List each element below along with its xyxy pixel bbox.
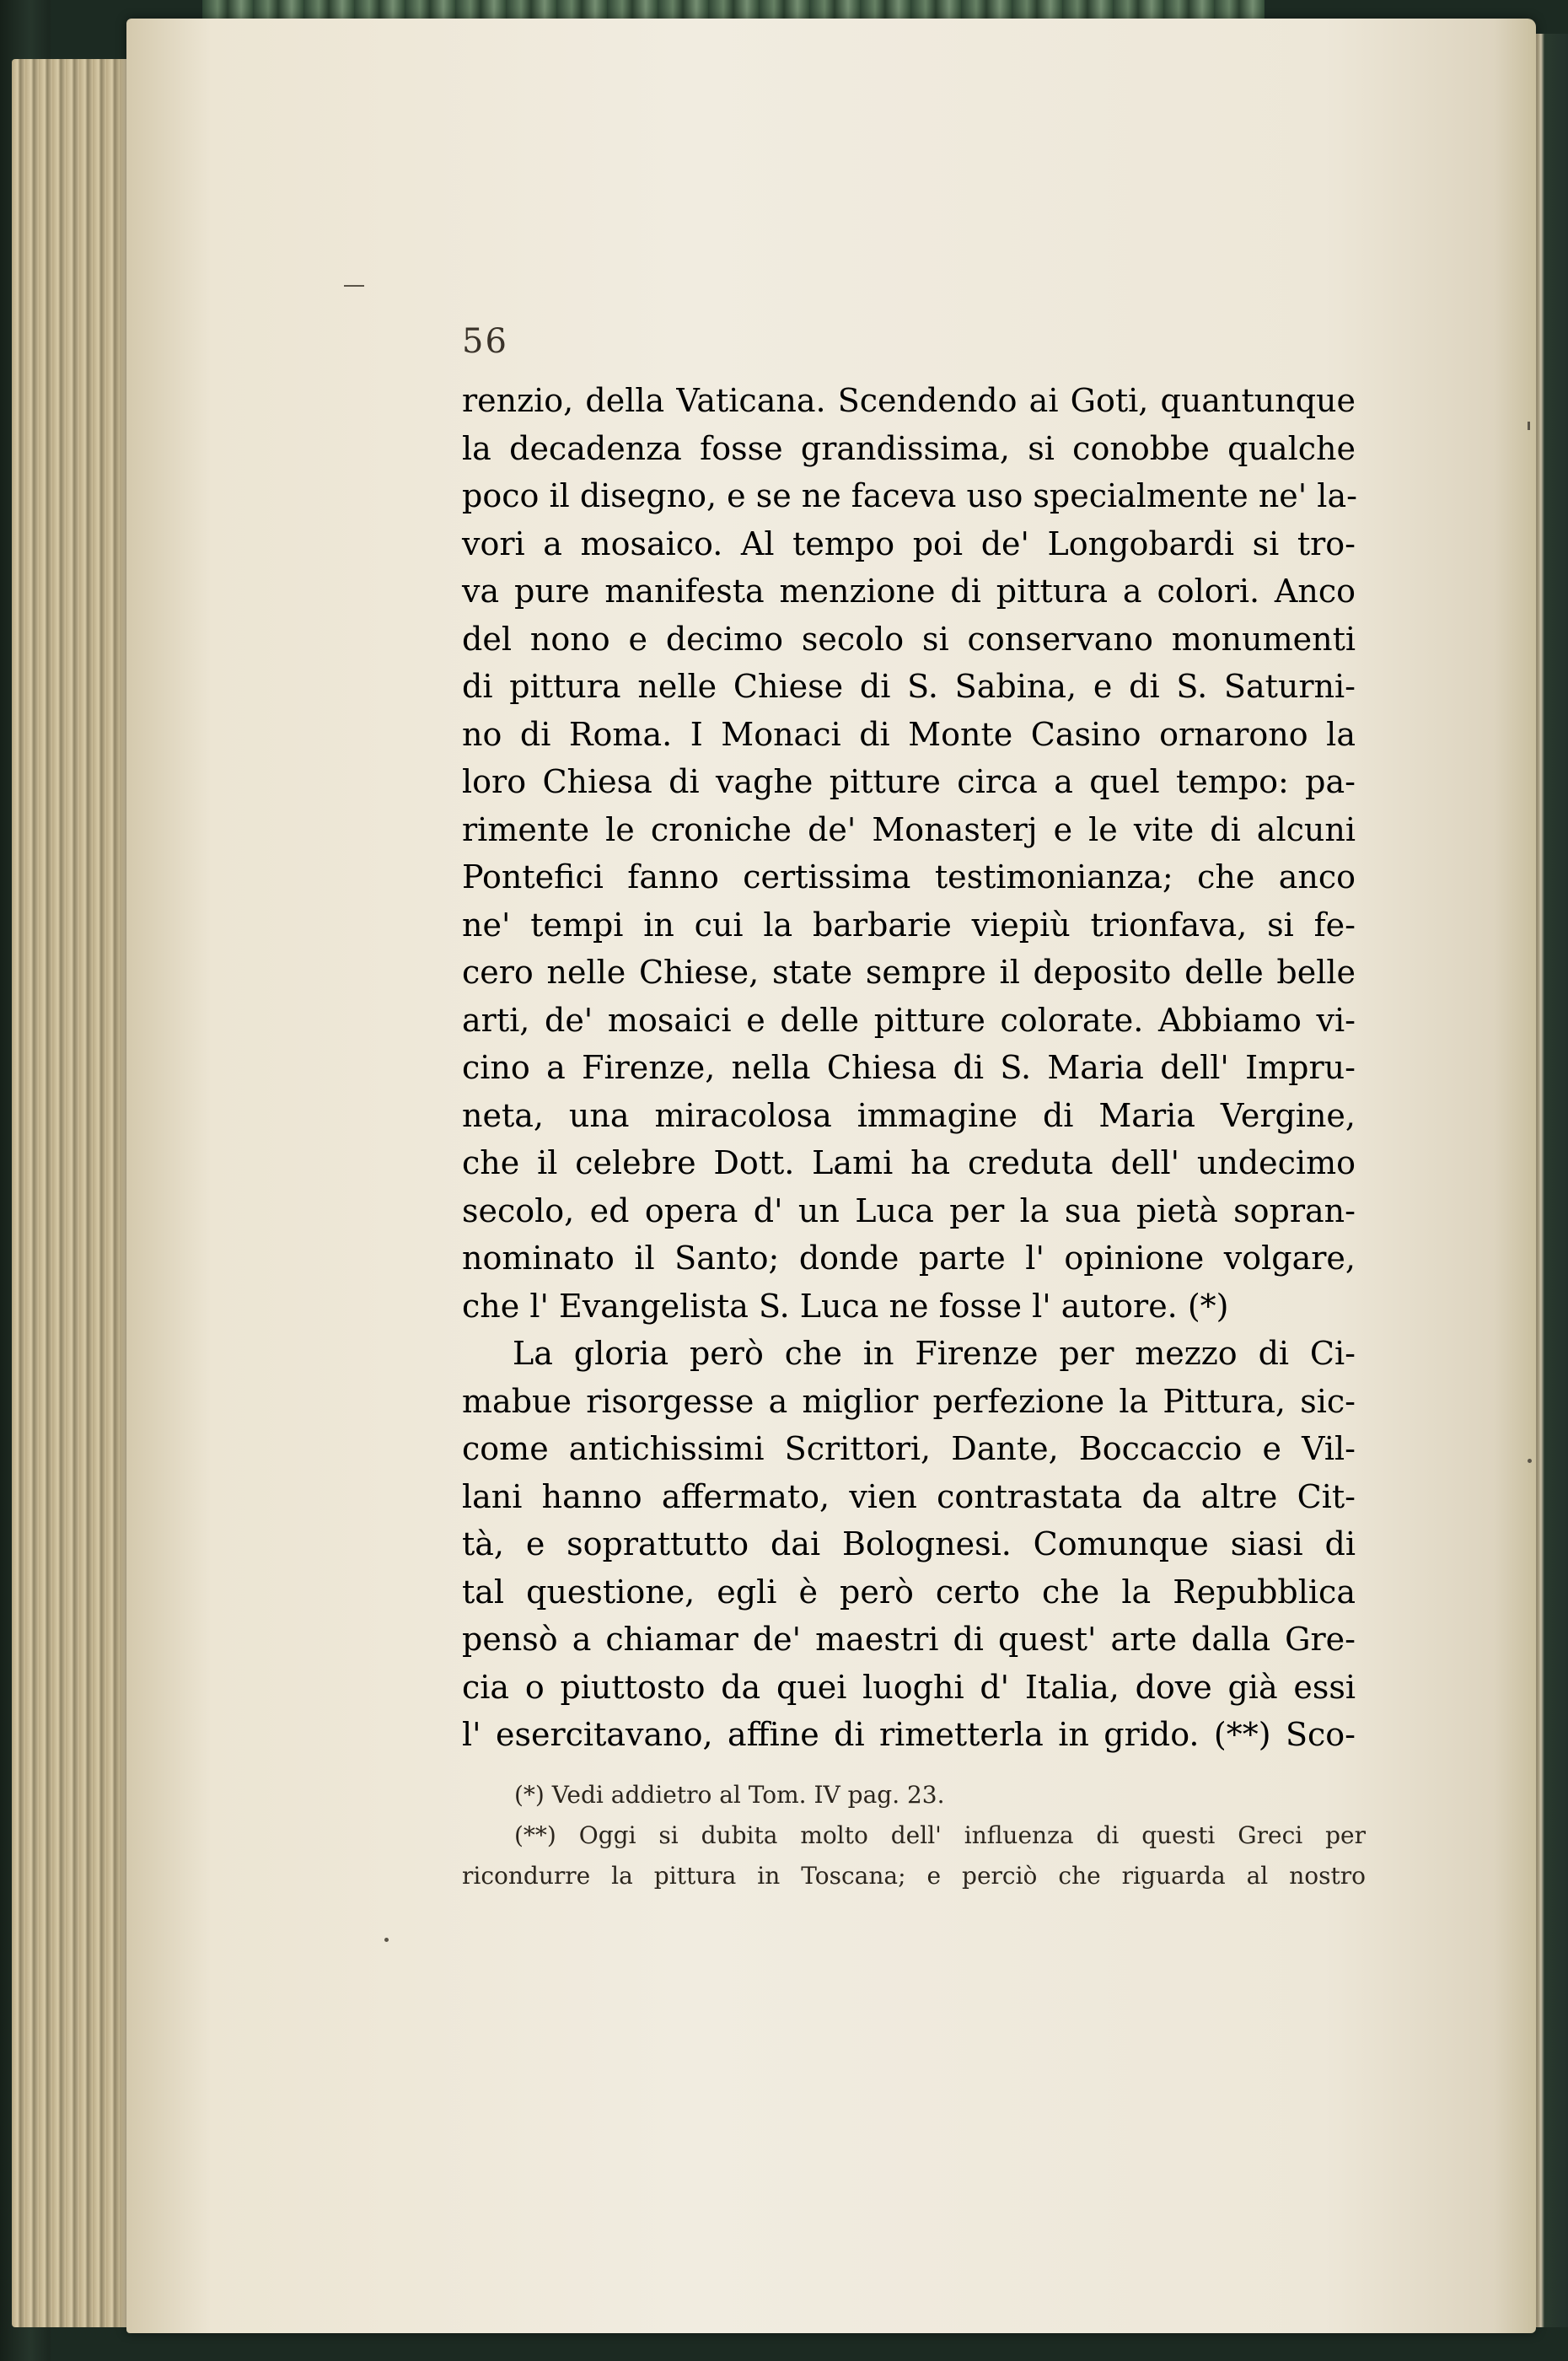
text-line: no di Roma. I Monaci di Monte Casino ornarono la xyxy=(462,715,1356,753)
margin-mark xyxy=(384,1938,389,1942)
text-line: tà, e soprattutto dai Bolognesi. Comunque siasi di xyxy=(462,1525,1356,1562)
text-line: di pittura nelle Chiese di S. Sabina, e di S. Saturni- xyxy=(462,668,1356,705)
text-line: Pontefici fanno certissima testimonianza; che anco xyxy=(462,858,1356,895)
text-line: ne' tempi in cui la barbarie viepiù trionfava, si fe- xyxy=(462,906,1356,944)
text-line: va pure manifesta menzione di pittura a colori. Anco xyxy=(462,573,1356,610)
text-line: arti, de' mosaici e delle pitture colorate. Abbiamo vi- xyxy=(462,1001,1356,1039)
text-line: vori a mosaico. Al tempo poi de' Longobardi si tro- xyxy=(462,524,1356,562)
margin-mark xyxy=(344,285,364,287)
text-line: l' esercitavano, affine di rimetterla in grido. (**) Sco- xyxy=(462,1716,1356,1753)
text-line: tal questione, egli è però certo che la Repubblica xyxy=(462,1573,1356,1611)
text-line: nominato il Santo; donde parte l' opinione volgare, xyxy=(462,1240,1356,1277)
page-stack-left xyxy=(12,59,130,2327)
text-line: cino a Firenze, nella Chiesa di S. Maria dell' Impru- xyxy=(462,1049,1356,1086)
text-line: mabue risorgesse a miglior perfezione la Pittura, sic- xyxy=(462,1382,1356,1420)
text-line: renzio, della Vaticana. Scendendo ai Goti, quantunque xyxy=(462,382,1356,419)
text-line: rimente le croniche de' Monasterj e le vite di alcuni xyxy=(462,810,1356,848)
body-text xyxy=(462,377,1356,1759)
footnote: ricondurre la pittura in Toscana; e perciò che riguarda al nostro xyxy=(462,1862,1366,1890)
text-line: pensò a chiamar de' maestri di quest' arte dalla Gre- xyxy=(462,1621,1356,1658)
footnotes xyxy=(462,1775,1366,1896)
text-line: come antichissimi Scrittori, Dante, Boccaccio e Vil- xyxy=(462,1430,1356,1467)
page-number: 56 xyxy=(462,322,508,361)
text-line: cia o piuttosto da quei luoghi d' Italia, dove già essi xyxy=(462,1668,1356,1706)
text-line: del nono e decimo secolo si conservano monumenti xyxy=(462,620,1356,658)
text-line: che il celebre Dott. Lami ha creduta dell' undecimo xyxy=(462,1144,1356,1181)
text-line: loro Chiesa di vaghe pitture circa a quel tempo: pa- xyxy=(462,763,1356,800)
text-line: lani hanno affermato, vien contrastata da altre Cit- xyxy=(462,1477,1356,1515)
text-line: che l' Evangelista S. Luca ne fosse l' autore. (*) xyxy=(462,1287,1229,1325)
text-line: secolo, ed opera d' un Luca per la sua pietà sopran- xyxy=(462,1191,1356,1229)
margin-mark xyxy=(1528,422,1530,430)
footnote: (*) Vedi addietro al Tom. IV pag. 23. xyxy=(514,1781,945,1809)
text-line: poco il disegno, e se ne faceva uso specialmente ne' la- xyxy=(462,477,1357,514)
page-stack-right xyxy=(1533,34,1568,2327)
text-line: cero nelle Chiese, state sempre il deposito delle belle xyxy=(462,954,1356,991)
footnote: (**) Oggi si dubita molto dell' influenza di questi Greci per xyxy=(514,1821,1366,1849)
margin-mark xyxy=(1528,1459,1532,1463)
text-line: la decadenza fosse grandissima, si conobbe qualche xyxy=(462,429,1356,467)
text-line: La gloria però che in Firenze per mezzo di Ci- xyxy=(513,1335,1356,1372)
text-line: neta, una miracolosa immagine di Maria Vergine, xyxy=(462,1096,1356,1134)
